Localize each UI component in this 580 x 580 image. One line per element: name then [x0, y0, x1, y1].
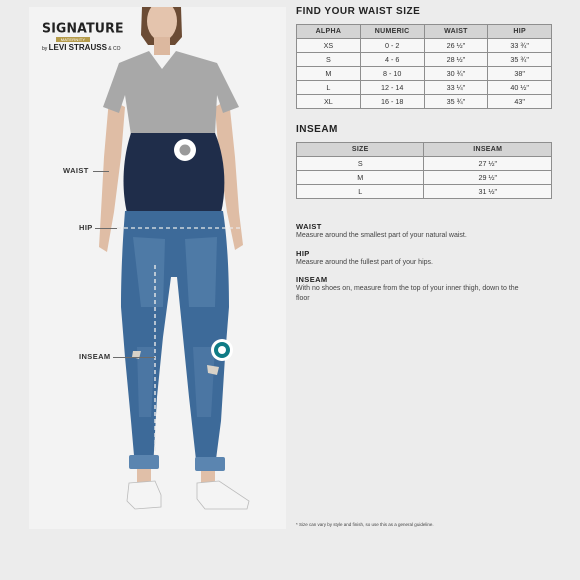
model-illustration	[29, 7, 286, 529]
footnote: * Size can vary by style and finish, so use this as a general guideline.	[296, 522, 434, 527]
table-cell: 8 - 10	[360, 67, 424, 81]
table-cell: S	[297, 157, 424, 171]
table-cell: M	[297, 67, 361, 81]
table-cell: 29 ½"	[424, 171, 552, 185]
inseam-table-header-row	[297, 143, 552, 157]
table-cell: 27 ½"	[424, 157, 552, 171]
brand-tagline: MATERNITY	[56, 37, 90, 42]
right-shoe	[197, 481, 249, 509]
hip-pointer	[95, 228, 117, 229]
table-row	[297, 171, 552, 185]
inseam-size-table	[296, 142, 552, 199]
table-row	[297, 81, 552, 95]
definition-term: WAIST	[296, 222, 322, 231]
table-cell: 16 - 18	[360, 95, 424, 109]
left-cuff	[129, 455, 159, 469]
definition-text: With no shoes on, measure from the top of your inner thigh, down to the floor	[296, 285, 519, 302]
table-cell: 43"	[488, 95, 552, 109]
brand-name: SIGNATURE	[42, 19, 124, 36]
brand-logo	[42, 19, 124, 52]
table-row	[297, 67, 552, 81]
waist-table-header-row	[297, 25, 552, 39]
table-row	[297, 39, 552, 53]
table-cell: 12 - 14	[360, 81, 424, 95]
left-shoe	[127, 481, 161, 509]
column-header: INSEAM	[424, 143, 552, 157]
table-cell: XS	[297, 39, 361, 53]
waist-label: WAIST	[63, 166, 89, 175]
table-cell: 35 ¾"	[424, 95, 488, 109]
column-header: SIZE	[297, 143, 424, 157]
table-cell: XL	[297, 95, 361, 109]
right-cuff	[195, 457, 225, 471]
brand-maker: by LEVI STRAUSS & CO	[42, 42, 121, 52]
column-header: WAIST	[424, 25, 488, 39]
table-row	[297, 53, 552, 67]
inseam-pointer	[113, 357, 155, 358]
table-cell: 31 ½"	[424, 185, 552, 199]
table-cell: 30 ¾"	[424, 67, 488, 81]
inseam-table-title: INSEAM	[296, 124, 338, 135]
definition-text: Measure around the fullest part of your hips.	[296, 259, 433, 266]
table-row	[297, 185, 552, 199]
table-cell: S	[297, 53, 361, 67]
definition-term: HIP	[296, 249, 310, 258]
neck	[154, 37, 170, 55]
hip-label: HIP	[79, 223, 93, 232]
table-cell: 4 - 6	[360, 53, 424, 67]
waist-table-title: FIND YOUR WAIST SIZE	[296, 6, 421, 17]
column-header: NUMERIC	[360, 25, 424, 39]
table-cell: 33 ¼"	[424, 81, 488, 95]
model-figure-panel	[29, 7, 286, 529]
table-cell: 38"	[488, 67, 552, 81]
table-cell: L	[297, 81, 361, 95]
table-cell: 0 - 2	[360, 39, 424, 53]
inseam-label: INSEAM	[79, 352, 111, 361]
table-cell: L	[297, 185, 424, 199]
inseam-marker	[211, 339, 233, 361]
table-cell: M	[297, 171, 424, 185]
table-cell: 35 ¾"	[488, 53, 552, 67]
definition-waist	[296, 222, 556, 241]
column-header: HIP	[488, 25, 552, 39]
table-cell: 33 ¾"	[488, 39, 552, 53]
belly-band	[124, 133, 225, 213]
table-cell: 40 ½"	[488, 81, 552, 95]
definition-text: Measure around the smallest part of your natural waist.	[296, 232, 467, 239]
left-arm	[99, 99, 125, 252]
table-cell: 26 ½"	[424, 39, 488, 53]
table-row	[297, 157, 552, 171]
table-cell: 28 ½"	[424, 53, 488, 67]
waist-marker	[174, 139, 196, 161]
table-row	[297, 95, 552, 109]
definition-hip	[296, 249, 556, 268]
definition-term: INSEAM	[296, 275, 328, 284]
definition-inseam	[296, 275, 531, 303]
waist-pointer	[93, 171, 109, 172]
waist-size-table	[296, 24, 552, 109]
column-header: ALPHA	[297, 25, 361, 39]
